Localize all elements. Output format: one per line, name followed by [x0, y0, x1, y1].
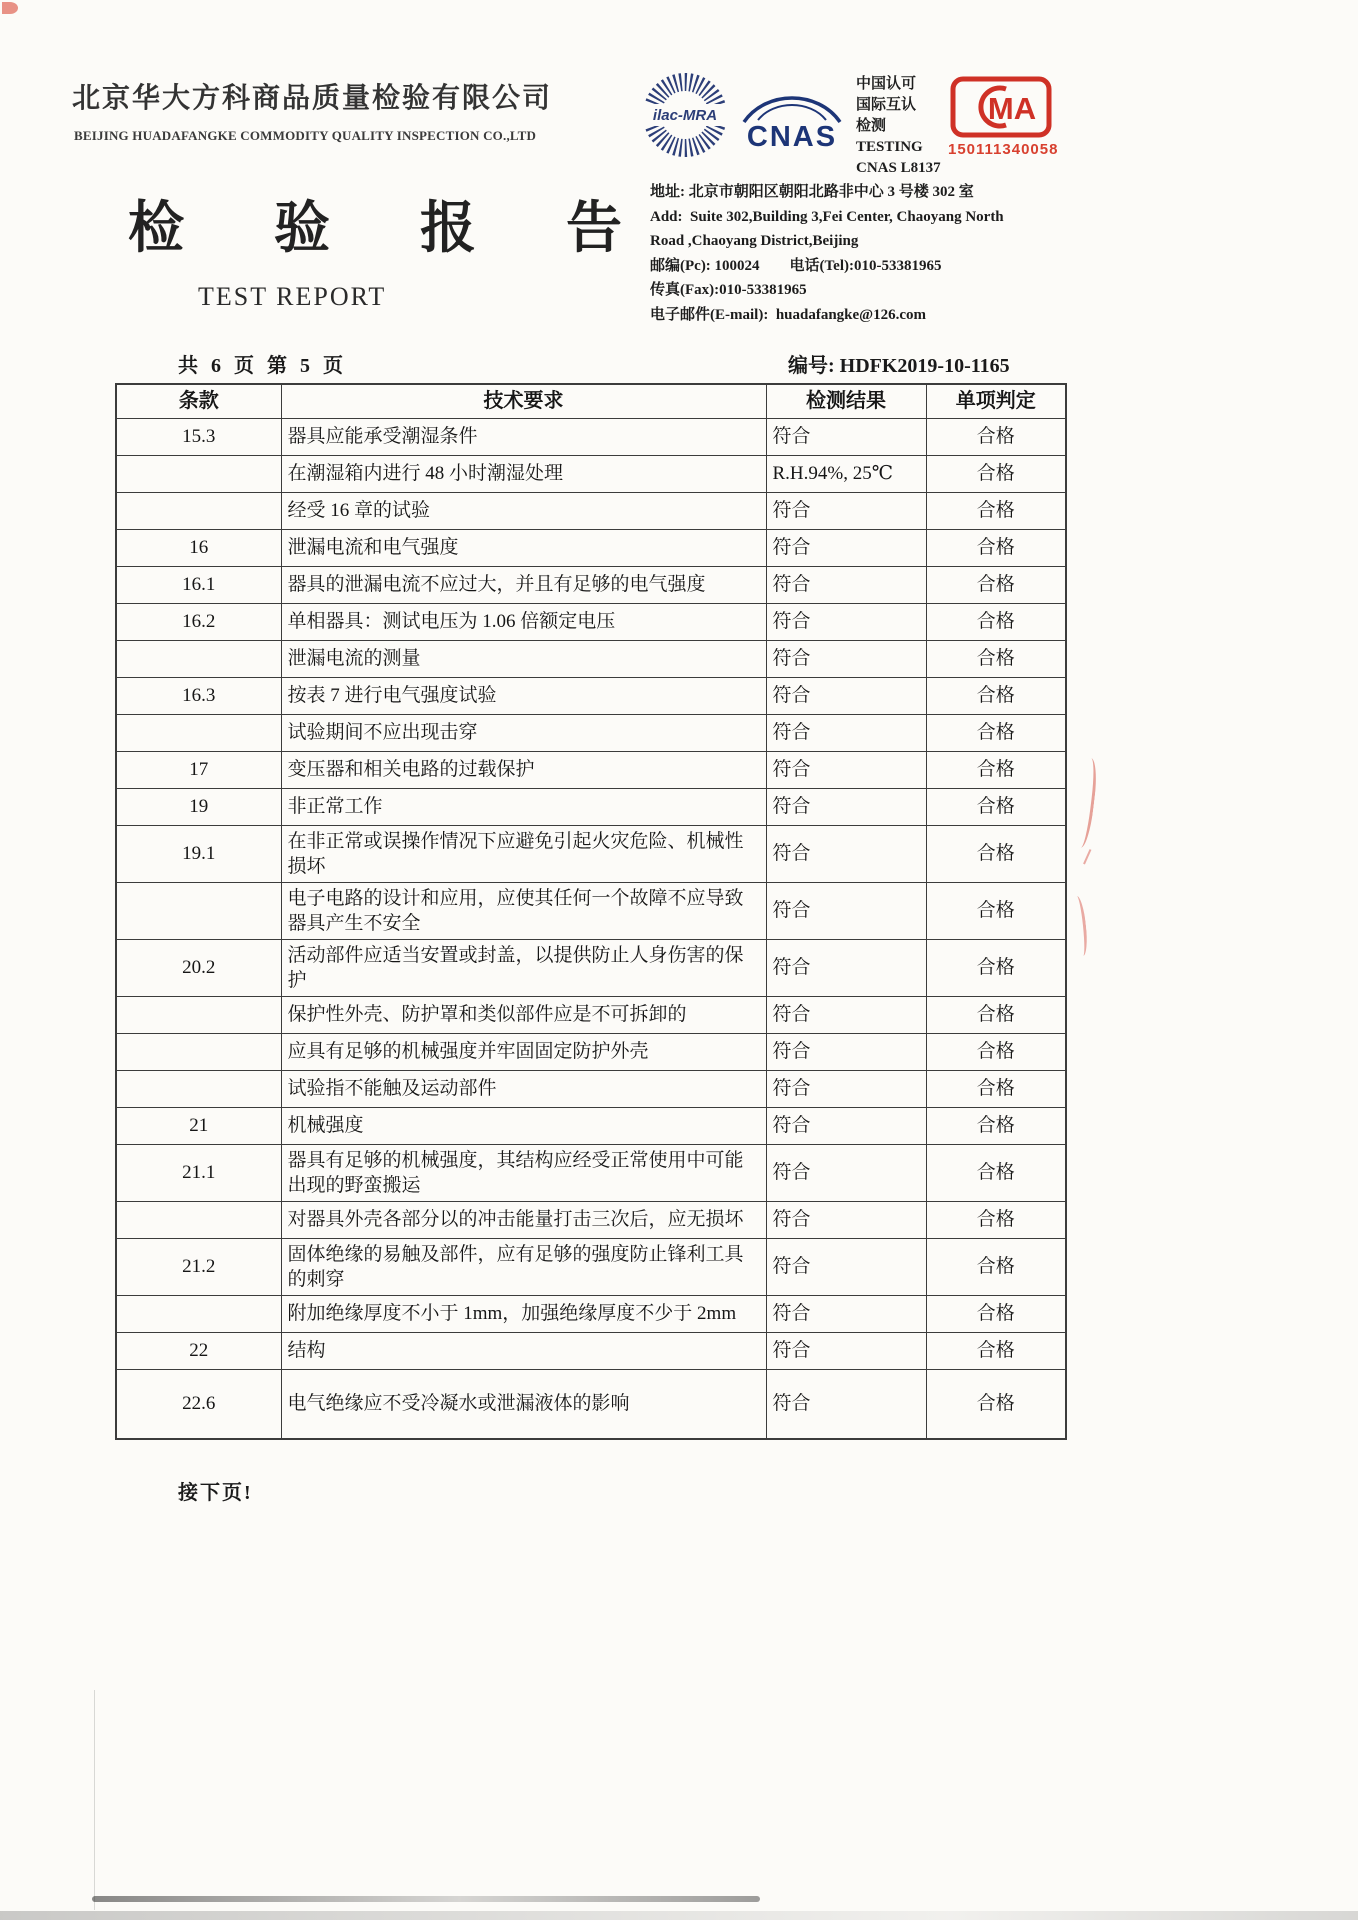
accreditation-line: CNAS L8137	[856, 160, 941, 176]
report-title-en: TEST REPORT	[198, 282, 387, 311]
table-row	[116, 1332, 1066, 1369]
contact-info-block	[650, 180, 1004, 327]
result-cell: 符合	[766, 1107, 926, 1144]
requirement-cell: 机械强度	[281, 1107, 766, 1144]
clause-cell: 19.1	[116, 825, 281, 882]
requirement-cell: 试验指不能触及运动部件	[281, 1070, 766, 1107]
judgment-cell: 合格	[926, 529, 1066, 566]
clause-cell: 20.2	[116, 939, 281, 996]
requirement-cell: 器具有足够的机械强度，其结构应经受正常使用中可能出现的野蛮搬运	[281, 1144, 766, 1201]
company-name-cn: 北京华大方科商品质量检验有限公司	[72, 83, 553, 114]
judgment-cell: 合格	[926, 677, 1066, 714]
scan-artifact-red-mark-2	[1083, 849, 1097, 867]
requirement-cell: 按表 7 进行电气强度试验	[281, 677, 766, 714]
table-header-row	[116, 384, 1066, 418]
scan-artifact-bottom-edge	[0, 1911, 1358, 1920]
requirement-cell: 电子电路的设计和应用，应使其任何一个故障不应导致器具产生不安全	[281, 882, 766, 939]
contact-address-en-1: Add: Suite 302,Building 3,Fei Center, Chaoyang North	[650, 208, 1004, 225]
table-row	[116, 1201, 1066, 1238]
cnas-label: CNAS	[746, 121, 838, 152]
clause-cell: 16.3	[116, 677, 281, 714]
cma-certificate-number: 150111340058	[948, 141, 1059, 158]
scan-artifact-red-mark-3	[1071, 896, 1089, 957]
judgment-cell: 合格	[926, 788, 1066, 825]
requirement-cell: 器具的泄漏电流不应过大，并且有足够的电气强度	[281, 566, 766, 603]
accreditation-line: 检测	[856, 118, 887, 134]
judgment-cell: 合格	[926, 996, 1066, 1033]
clause-cell	[116, 1201, 281, 1238]
results-table-body	[116, 418, 1066, 1439]
scan-artifact-red-mark-1	[1075, 757, 1100, 848]
table-row	[116, 788, 1066, 825]
result-cell: 符合	[766, 677, 926, 714]
ilac-mra-label: ilac-MRA	[652, 107, 718, 124]
judgment-cell: 合格	[926, 455, 1066, 492]
result-cell: 符合	[766, 1295, 926, 1332]
table-row	[116, 1033, 1066, 1070]
result-cell: R.H.94%, 25℃	[766, 455, 926, 492]
table-row	[116, 1070, 1066, 1107]
table-row	[116, 1144, 1066, 1201]
table-row	[116, 529, 1066, 566]
result-cell: 符合	[766, 566, 926, 603]
page-count-info: 共 6 页 第 5 页	[178, 355, 347, 377]
judgment-cell: 合格	[926, 640, 1066, 677]
header-judgment: 单项判定	[926, 384, 1066, 418]
result-cell: 符合	[766, 1144, 926, 1201]
report-title-cn: 检 验 报 告	[128, 198, 660, 260]
requirement-cell: 器具应能承受潮湿条件	[281, 418, 766, 455]
judgment-cell: 合格	[926, 939, 1066, 996]
clause-cell: 22.6	[116, 1369, 281, 1439]
judgment-cell: 合格	[926, 566, 1066, 603]
requirement-cell: 泄漏电流的测量	[281, 640, 766, 677]
result-cell: 符合	[766, 1238, 926, 1295]
table-row	[116, 1107, 1066, 1144]
table-row	[116, 566, 1066, 603]
requirement-cell: 在潮湿箱内进行 48 小时潮湿处理	[281, 455, 766, 492]
requirement-cell: 经受 16 章的试验	[281, 492, 766, 529]
judgment-cell: 合格	[926, 1369, 1066, 1439]
judgment-cell: 合格	[926, 1070, 1066, 1107]
clause-cell: 21	[116, 1107, 281, 1144]
judgment-cell: 合格	[926, 714, 1066, 751]
table-row	[116, 603, 1066, 640]
result-cell: 符合	[766, 603, 926, 640]
table-row	[116, 751, 1066, 788]
result-cell: 符合	[766, 825, 926, 882]
table-row	[116, 714, 1066, 751]
clause-cell: 16	[116, 529, 281, 566]
judgment-cell: 合格	[926, 1033, 1066, 1070]
requirement-cell: 变压器和相关电路的过载保护	[281, 751, 766, 788]
contact-address-en-2: Road ,Chaoyang District,Beijing	[650, 233, 859, 249]
table-row	[116, 1238, 1066, 1295]
judgment-cell: 合格	[926, 1295, 1066, 1332]
requirement-cell: 非正常工作	[281, 788, 766, 825]
accreditation-line: 国际互认	[856, 97, 917, 113]
table-row	[116, 882, 1066, 939]
judgment-cell: 合格	[926, 751, 1066, 788]
header-result: 检测结果	[766, 384, 926, 418]
requirement-cell: 试验期间不应出现击穿	[281, 714, 766, 751]
judgment-cell: 合格	[926, 1332, 1066, 1369]
requirement-cell: 保护性外壳、防护罩和类似部件应是不可拆卸的	[281, 996, 766, 1033]
clause-cell: 16.2	[116, 603, 281, 640]
result-cell: 符合	[766, 1070, 926, 1107]
header-requirement: 技术要求	[281, 384, 766, 418]
contact-address-cn: 地址: 北京市朝阳区朝阳北路非中心 3 号楼 302 室	[650, 184, 974, 200]
clause-cell: 17	[116, 751, 281, 788]
ilac-mra-seal-icon	[638, 68, 732, 167]
requirement-cell: 单相器具：测试电压为 1.06 倍额定电压	[281, 603, 766, 640]
result-cell: 符合	[766, 751, 926, 788]
result-cell: 符合	[766, 1332, 926, 1369]
judgment-cell: 合格	[926, 1238, 1066, 1295]
clause-cell	[116, 455, 281, 492]
results-table	[115, 383, 1067, 1440]
table-row	[116, 825, 1066, 882]
scan-artifact-bottom-smudge	[92, 1896, 760, 1902]
requirement-cell: 对器具外壳各部分以的冲击能量打击三次后，应无损坏	[281, 1201, 766, 1238]
accreditation-text-block	[856, 74, 941, 179]
accreditation-line: TESTING	[856, 139, 923, 155]
table-row	[116, 455, 1066, 492]
table-row	[116, 1295, 1066, 1332]
table-row	[116, 1369, 1066, 1439]
cnas-logo-icon	[736, 88, 848, 157]
clause-cell: 15.3	[116, 418, 281, 455]
result-cell: 符合	[766, 1033, 926, 1070]
requirement-cell: 电气绝缘应不受冷凝水或泄漏液体的影响	[281, 1369, 766, 1439]
clause-cell	[116, 1070, 281, 1107]
clause-cell	[116, 882, 281, 939]
table-row	[116, 996, 1066, 1033]
result-cell: 符合	[766, 996, 926, 1033]
requirement-cell: 固体绝缘的易触及部件，应有足够的强度防止锋利工具的刺穿	[281, 1238, 766, 1295]
judgment-cell: 合格	[926, 825, 1066, 882]
clause-cell	[116, 996, 281, 1033]
requirement-cell: 在非正常或误操作情况下应避免引起火灾危险、机械性损坏	[281, 825, 766, 882]
contact-fax: 传真(Fax):010-53381965	[650, 282, 807, 298]
table-row	[116, 640, 1066, 677]
scan-artifact-corner	[2, 2, 18, 14]
clause-cell: 16.1	[116, 566, 281, 603]
clause-cell: 21.1	[116, 1144, 281, 1201]
clause-cell	[116, 1295, 281, 1332]
requirement-cell: 附加绝缘厚度不小于 1mm，加强绝缘厚度不少于 2mm	[281, 1295, 766, 1332]
result-cell: 符合	[766, 1369, 926, 1439]
result-cell: 符合	[766, 882, 926, 939]
contact-email: 电子邮件(E-mail): huadafangke@126.com	[650, 306, 927, 323]
result-cell: 符合	[766, 640, 926, 677]
company-name-en: BEIJING HUADAFANGKE COMMODITY QUALITY INSPECTION CO.,LTD	[74, 128, 537, 143]
requirement-cell: 泄漏电流和电气强度	[281, 529, 766, 566]
requirement-cell: 结构	[281, 1332, 766, 1369]
header-clause: 条款	[116, 384, 281, 418]
report-number: 编号: HDFK2019-10-1165	[788, 355, 1010, 377]
requirement-cell: 应具有足够的机械强度并牢固固定防护外壳	[281, 1033, 766, 1070]
judgment-cell: 合格	[926, 882, 1066, 939]
result-cell: 符合	[766, 788, 926, 825]
cma-label: MA	[987, 91, 1037, 126]
clause-cell: 22	[116, 1332, 281, 1369]
requirement-cell: 活动部件应适当安置或封盖，以提供防止人身伤害的保护	[281, 939, 766, 996]
result-cell: 符合	[766, 939, 926, 996]
clause-cell	[116, 1033, 281, 1070]
judgment-cell: 合格	[926, 1107, 1066, 1144]
clause-cell: 21.2	[116, 1238, 281, 1295]
table-row	[116, 677, 1066, 714]
scan-artifact-fold-line	[94, 1690, 95, 1910]
judgment-cell: 合格	[926, 1201, 1066, 1238]
continued-next-page-note: 接下页!	[178, 1482, 253, 1504]
table-row	[116, 418, 1066, 455]
clause-cell	[116, 714, 281, 751]
clause-cell	[116, 492, 281, 529]
judgment-cell: 合格	[926, 418, 1066, 455]
accreditation-line: 中国认可	[856, 76, 917, 92]
table-row	[116, 939, 1066, 996]
judgment-cell: 合格	[926, 492, 1066, 529]
judgment-cell: 合格	[926, 1144, 1066, 1201]
result-cell: 符合	[766, 418, 926, 455]
table-row	[116, 492, 1066, 529]
judgment-cell: 合格	[926, 603, 1066, 640]
clause-cell	[116, 640, 281, 677]
cma-mark-icon	[950, 76, 1052, 143]
clause-cell: 19	[116, 788, 281, 825]
result-cell: 符合	[766, 714, 926, 751]
result-cell: 符合	[766, 492, 926, 529]
result-cell: 符合	[766, 529, 926, 566]
contact-postal-tel: 邮编(Pc): 100024 电话(Tel):010-53381965	[650, 257, 942, 274]
result-cell: 符合	[766, 1201, 926, 1238]
